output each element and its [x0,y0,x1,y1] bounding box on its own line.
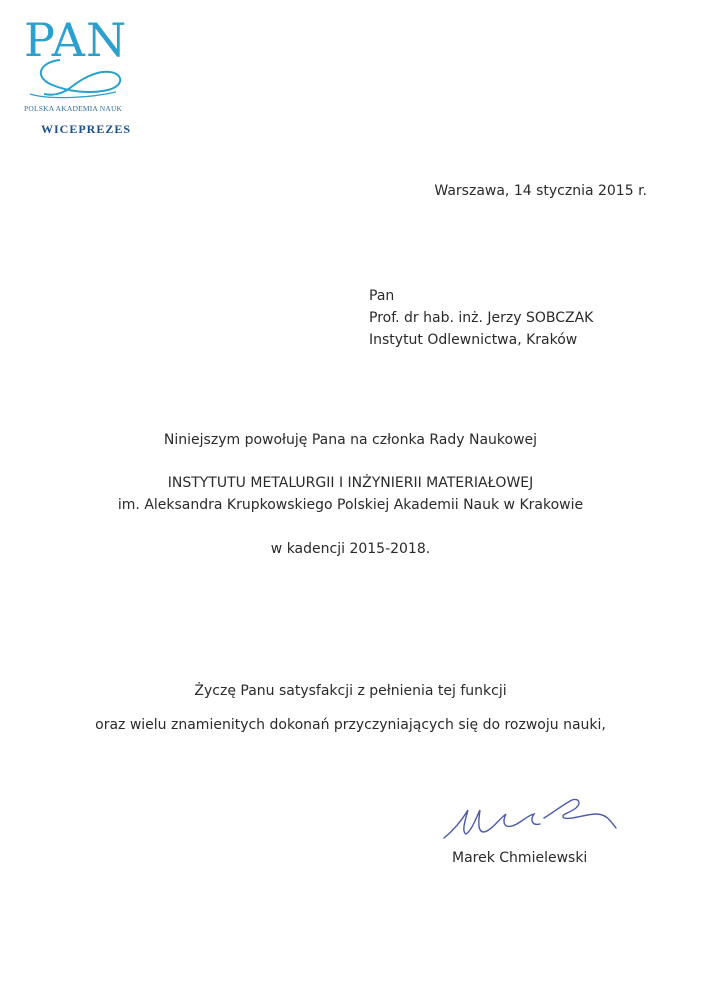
addressee-name: Prof. dr hab. inż. Jerzy SOBCZAK [369,310,594,326]
addressee-salutation: Pan [369,288,395,304]
logo-swoosh-icon [20,54,130,104]
position-title: WICEPREZES [41,122,132,136]
institute-name: INSTYTUTU METALURGII I INŻYNIERII MATERIAŁOWEJ [167,475,534,491]
logo-mark: PAN [24,13,128,67]
closing-line-1: Życzę Panu satysfakcji z pełnienia tej funkcji [194,683,507,699]
letter-date: Warszawa, 14 stycznia 2015 r. [434,183,647,199]
signatory-name: Marek Chmielewski [452,850,588,866]
closing-line-2: oraz wielu znamienitych dokonań przyczyniających się do rozwoju nauki, [95,717,606,733]
handwritten-signature [440,790,620,850]
logo-subtitle: POLSKA AKADEMIA NAUK [24,104,123,113]
body-intro: Niniejszym powołuję Pana na członka Rady Naukowej [163,432,538,448]
pan-logo [20,13,132,136]
addressee-institution: Instytut Odlewnictwa, Kraków [369,332,578,348]
term-of-office: w kadencji 2015-2018. [270,541,431,557]
institute-full-name: im. Aleksandra Krupkowskiego Polskiej Akademii Nauk w Krakowie [117,497,584,513]
